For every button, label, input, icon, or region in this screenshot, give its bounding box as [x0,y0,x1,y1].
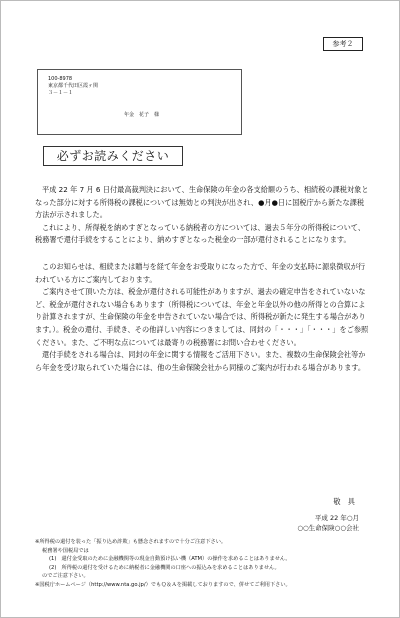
reference-label: 参考２ [323,37,363,51]
paragraph-ruling: 平成 22 年 7 月 6 日付最高裁判決において、生命保険の年金の各支給額のうち、相続税の課税対象となった部分に対する所得税の課税については無効との判決が出され、●月●日に国税庁から新たな課税方法が示されました。 [35,185,369,220]
address-window [37,69,242,135]
letter-body [35,184,371,374]
note-item-1: (1) 還付金受取のために金融機関等の現金自動預け払い機（ATM）の操作を求めることはありません。 [49,556,291,563]
company-name: ○○生命保険○○会社 [297,524,359,532]
note-website: ※国税庁ホームページ（http://www.nta.go.jp/）でもＱ＆Ａを掲載しておりますので、併せてご利用下さい。 [35,581,291,588]
paragraph-refund: これにより、所得税を納めすぎとなっている納税者の方については、過去５年分の所得税について、税務署で還付手続をすることにより、納めすぎとなった税金の一部が還付されることになります。 [35,222,366,245]
note-caution: のでご注意下さい。 [42,573,89,580]
must-read-heading: 必ずお読みください [43,146,183,166]
closing-phrase: 敬 具 [333,497,355,506]
address-line-2: ３－１－１ [48,90,74,96]
note-item-2: (2) 所得税の還付を受けるために納税者に金融機関の口座への振込みを求めることはありません。 [49,564,280,571]
paragraph-procedure: 還付手続をされる場合は、同封の年金に関する情報をご活用下さい。また、複数の生命保険会社等から年金を受け取られていた場合には、他の生命保険会社から同様のご案内が行われる場合があります。 [35,350,366,372]
postal-code: 100-8978 [48,76,73,82]
notes-section [35,538,375,590]
recipient-name: 年金 花子 様 [124,112,160,118]
note-tax-office: 税務署や国税局では [42,547,89,554]
address-line-1: 東京都千代田区霞ヶ関 [48,83,99,89]
letter-date: 平成 22 年○月 [314,514,359,522]
note-fraud-warning: ※所得税の還付を装った「振り込め詐欺」も懸念されますので十分ご注意下さい。 [35,539,227,545]
paragraph-details: ご案内させて頂いた方は、税金が還付される可能性がありますが、過去の確定申告をされていないなど、税金が還付されない場合もあります（所得税については、年金と年金以外の他の所得との合算により計算されますが、生命保険の年金を申告されていない場合では、所得税が新たに発生する場合があります。）。税金の還付、手続き、その他詳しい内容につきましては、同封の「・・・」「・・・」をご参照ください。また、ご不明な点については最寄りの税務署にお問い合わせください。 [35,287,369,347]
paragraph-notice-scope: このお知らせは、相続または贈与を経て年金をお受取りになった方で、年金の支払時に源泉徴収が行われている方にご案内しております。 [35,261,366,284]
